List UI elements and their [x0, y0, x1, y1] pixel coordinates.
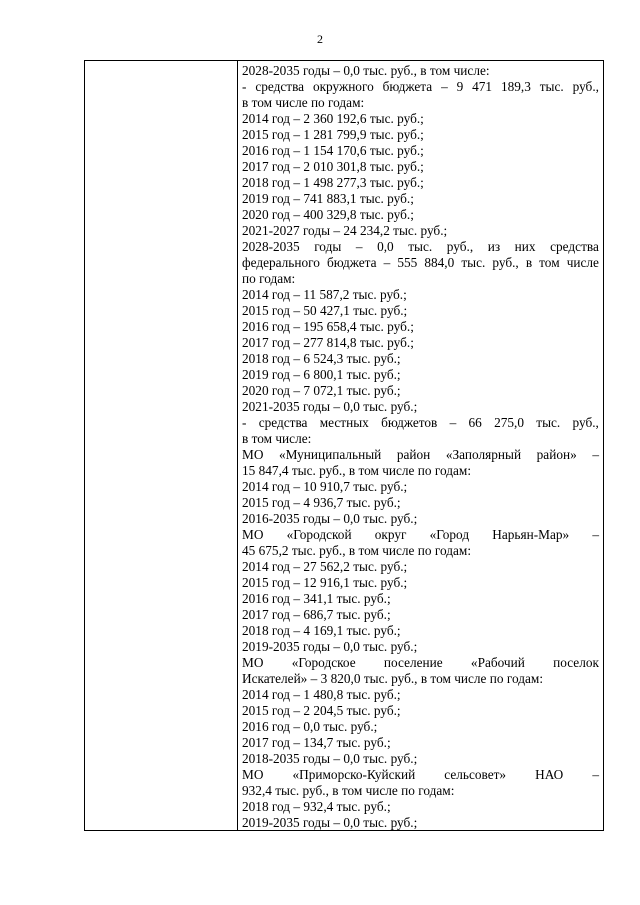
text-line: 2018-2035 годы – 0,0 тыс. руб.; — [242, 751, 418, 766]
text-line: 2016 год – 0,0 тыс. руб.; — [242, 719, 378, 734]
text-line — [242, 767, 599, 783]
word: «Рабочий — [470, 655, 525, 670]
word: район» — [536, 447, 577, 462]
word: Нарьян-Мар» — [492, 527, 570, 542]
word: - — [242, 79, 247, 94]
text-line: 932,4 тыс. руб., в том числе по годам: — [242, 783, 455, 798]
word: годы — [314, 239, 342, 254]
text-line — [242, 79, 599, 95]
text-line: 2019 год – 741 883,1 тыс. руб.; — [242, 191, 414, 206]
text-line: 15 847,4 тыс. руб., в том числе по годам: — [242, 463, 472, 478]
word: руб., — [572, 415, 599, 430]
word: НАО — [535, 767, 564, 782]
word: местных — [319, 415, 369, 430]
word: – — [592, 447, 599, 462]
text-line: 2020 год – 400 329,8 тыс. руб.; — [242, 207, 414, 222]
word: МО — [242, 767, 264, 782]
word: «Заполярный — [445, 447, 522, 462]
word: средства — [258, 415, 308, 430]
word: – — [592, 767, 599, 782]
column-divider — [237, 61, 238, 830]
text-line: 2014 год – 10 910,7 тыс. руб.; — [242, 479, 408, 494]
document-table — [84, 60, 604, 831]
text-line: 2017 год – 277 814,8 тыс. руб.; — [242, 335, 414, 350]
table-left-cell — [85, 61, 237, 830]
text-line: 2018 год – 4 169,1 тыс. руб.; — [242, 623, 401, 638]
text-line: 2018 год – 932,4 тыс. руб.; — [242, 799, 391, 814]
text-line: 2014 год – 1 480,8 тыс. руб.; — [242, 687, 401, 702]
text-line: 2017 год – 134,7 тыс. руб.; — [242, 735, 391, 750]
word: «Городской — [286, 527, 352, 542]
text-line: 2015 год – 50 427,1 тыс. руб.; — [242, 303, 408, 318]
word: тыс. — [539, 79, 564, 94]
word: окружного — [312, 79, 374, 94]
text-line: Искателей» – 3 820,0 тыс. руб., в том числе по годам: — [242, 671, 544, 686]
word: том — [539, 255, 560, 270]
word: – — [383, 255, 391, 270]
word: район — [396, 447, 431, 462]
word: 884,0 — [424, 255, 455, 270]
text-line: 2017 год – 686,7 тыс. руб.; — [242, 607, 391, 622]
word: поселок — [553, 655, 599, 670]
word: федерального — [242, 255, 320, 270]
word: руб., — [492, 255, 519, 270]
text-line: 2015 год – 1 281 799,9 тыс. руб.; — [242, 127, 424, 142]
word: - — [242, 415, 247, 430]
word: руб., — [446, 239, 474, 254]
word: – — [355, 239, 363, 254]
word: «Городское — [291, 655, 356, 670]
text-line: 2016-2035 годы – 0,0 тыс. руб.; — [242, 511, 418, 526]
word: них — [514, 239, 536, 254]
word: сельсовет» — [444, 767, 507, 782]
word: «Город — [429, 527, 470, 542]
word: – — [592, 527, 599, 542]
text-line: 2014 год – 11 587,2 тыс. руб.; — [242, 287, 407, 302]
word: бюджетов — [381, 415, 438, 430]
word: из — [487, 239, 501, 254]
word: «Приморско-Куйский — [292, 767, 416, 782]
text-line: в том числе по годам: — [242, 95, 365, 110]
word: бюджета — [326, 255, 377, 270]
page-number: 2 — [317, 32, 323, 46]
word: – — [449, 415, 457, 430]
word: поселение — [383, 655, 443, 670]
text-line: 2020 год – 7 072,1 тыс. руб.; — [242, 383, 401, 398]
word: бюджета — [382, 79, 433, 94]
word: тыс. — [536, 415, 561, 430]
word: 0,0 — [377, 239, 394, 254]
text-line — [242, 655, 599, 671]
word: – — [441, 79, 448, 94]
text-line: 2028-2035 годы – 0,0 тыс. руб., в том числе: — [242, 63, 490, 78]
word: 275,0 — [494, 415, 524, 430]
word: 66 — [468, 415, 482, 430]
text-line: по годам: — [242, 271, 296, 286]
text-line: 2019-2035 годы – 0,0 тыс. руб.; — [242, 815, 418, 830]
text-line — [242, 239, 599, 255]
text-line — [242, 527, 599, 543]
text-line: в том числе: — [242, 431, 312, 446]
text-line: 2015 год – 4 936,7 тыс. руб.; — [242, 495, 401, 510]
word: «Муниципальный — [279, 447, 382, 462]
word: 189,3 — [500, 79, 531, 94]
word: в — [525, 255, 533, 270]
text-line: 2017 год – 2 010 301,8 тыс. руб.; — [242, 159, 424, 174]
text-line — [242, 447, 599, 463]
text-line: 2015 год – 2 204,5 тыс. руб.; — [242, 703, 401, 718]
text-line: 45 675,2 тыс. руб., в том числе по годам: — [242, 543, 472, 558]
word: средства — [550, 239, 599, 254]
text-line: 2014 год – 27 562,2 тыс. руб.; — [242, 559, 408, 574]
word: МО — [242, 655, 264, 670]
text-line: 2015 год – 12 916,1 тыс. руб.; — [242, 575, 408, 590]
text-line: 2019 год – 6 800,1 тыс. руб.; — [242, 367, 401, 382]
text-line: 2021-2035 годы – 0,0 тыс. руб.; — [242, 399, 418, 414]
text-line: 2016 год – 1 154 170,6 тыс. руб.; — [242, 143, 424, 158]
word: 9 — [456, 79, 464, 94]
word: МО — [242, 527, 264, 542]
word: тыс. — [408, 239, 433, 254]
word: 555 — [397, 255, 418, 270]
text-line — [242, 415, 599, 431]
text-line: 2019-2035 годы – 0,0 тыс. руб.; — [242, 639, 418, 654]
word: округ — [374, 527, 407, 542]
text-line — [242, 255, 599, 271]
word: 471 — [472, 79, 493, 94]
word: МО — [242, 447, 264, 462]
word: числе — [566, 255, 599, 270]
text-line: 2014 год – 2 360 192,6 тыс. руб.; — [242, 111, 424, 126]
word: руб., — [572, 79, 599, 94]
word: тыс. — [461, 255, 486, 270]
text-line: 2021-2027 годы – 24 234,2 тыс. руб.; — [242, 223, 448, 238]
text-line: 2016 год – 195 658,4 тыс. руб.; — [242, 319, 414, 334]
text-line: 2016 год – 341,1 тыс. руб.; — [242, 591, 391, 606]
word: средства — [255, 79, 305, 94]
word: 2028-2035 — [242, 239, 300, 254]
table-text-cell — [242, 63, 599, 831]
text-line: 2018 год – 1 498 277,3 тыс. руб.; — [242, 175, 424, 190]
text-line: 2018 год – 6 524,3 тыс. руб.; — [242, 351, 401, 366]
